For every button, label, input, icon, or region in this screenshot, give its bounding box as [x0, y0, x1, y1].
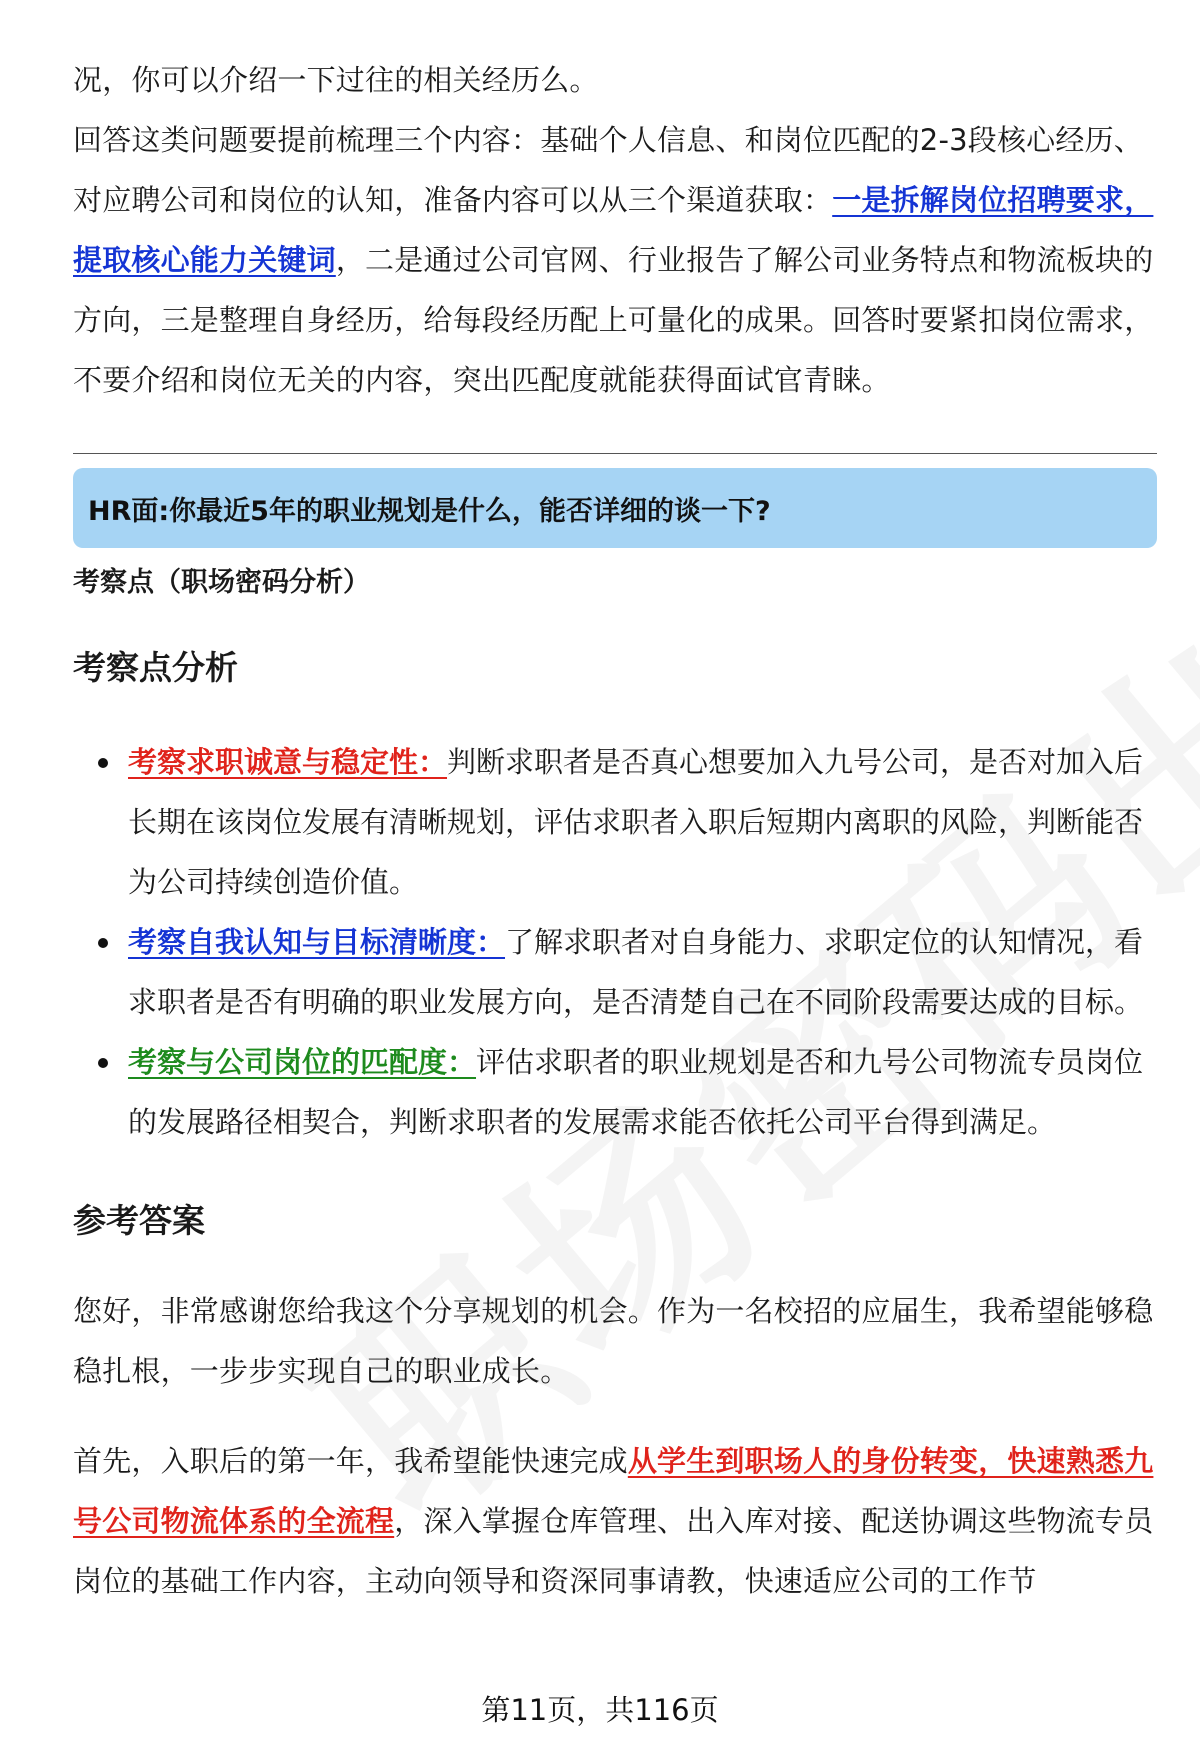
answer-heading: 参考答案	[73, 1201, 205, 1240]
analysis-list	[73, 732, 1157, 1152]
bullet-icon	[98, 938, 108, 948]
analysis-item-self-awareness	[73, 912, 1157, 1032]
analysis-item-fit	[73, 1032, 1157, 1152]
intro-text-end: ，二是通过公司官网、行业报告了解公司业务特点和物流板块的方向，三是整理自身经历，给每段经历配上可量化的成果。回答时要紧扣岗位需求，不要介绍和岗位无关的内容，突出匹配度就能获得面试官青睐。	[73, 243, 1154, 397]
bullet-icon	[98, 1058, 108, 1068]
analysis-item-title: 考察求职诚意与稳定性：	[128, 745, 448, 779]
page-footer: 第11页，共116页	[481, 1693, 719, 1727]
answer-highlight: 从学生到职场人的身份转变，快速熟悉九号公司物流体系的全流程	[73, 1444, 1154, 1538]
analysis-item-text: 了解求职者对自身能力、求职定位的认知情况，看求职者是否有明确的职业发展方向，是否清楚自己在不同阶段需要达成的目标。	[128, 925, 1144, 1019]
inspection-label: 考察点（职场密码分析）	[73, 567, 370, 598]
answer-paragraph-1: 您好，非常感谢您给我这个分享规划的机会。作为一名校招的应届生，我希望能够稳稳扎根，一步步实现自己的职业成长。	[73, 1294, 1154, 1388]
section-divider	[73, 453, 1157, 454]
intro-highlight: 一是拆解岗位招聘要求，提取核心能力关键词	[73, 183, 1154, 277]
bullet-icon	[98, 758, 108, 768]
analysis-item-text: 判断求职者是否真心想要加入九号公司，是否对加入后长期在该岗位发展有清晰规划，评估求职者入职后短期内离职的风险，判断能否为公司持续创造价值。	[128, 745, 1144, 899]
intro-line: 况，你可以介绍一下过往的相关经历么。	[73, 63, 599, 97]
intro-paragraph	[73, 110, 1157, 410]
intro-text-start: 回答这类问题要提前梳理三个内容：基础个人信息、和岗位匹配的2-3段核心经历、对应聘公司和岗位的认知，准备内容可以从三个渠道获取：	[73, 123, 1143, 217]
answer-text-start: 首先，入职后的第一年，我希望能快速完成	[73, 1444, 628, 1478]
analysis-heading: 考察点分析	[73, 648, 238, 687]
question-box: HR面:你最近5年的职业规划是什么，能否详细的谈一下?	[73, 468, 1157, 548]
answer-text-end: ，深入掌握仓库管理、出入库对接、配送协调这些物流专员岗位的基础工作内容，主动向领导和资深同事请教，快速适应公司的工作节	[73, 1504, 1154, 1598]
analysis-item-title: 考察自我认知与目标清晰度：	[128, 925, 506, 959]
analysis-item-text: 评估求职者的职业规划是否和九号公司物流专员岗位的发展路径相契合，判断求职者的发展需求能否依托公司平台得到满足。	[128, 1045, 1144, 1139]
analysis-item-stability	[73, 732, 1157, 912]
document-page	[73, 50, 1157, 1611]
analysis-item-title: 考察与公司岗位的匹配度：	[128, 1045, 477, 1079]
answer-paragraph-2	[73, 1431, 1157, 1611]
